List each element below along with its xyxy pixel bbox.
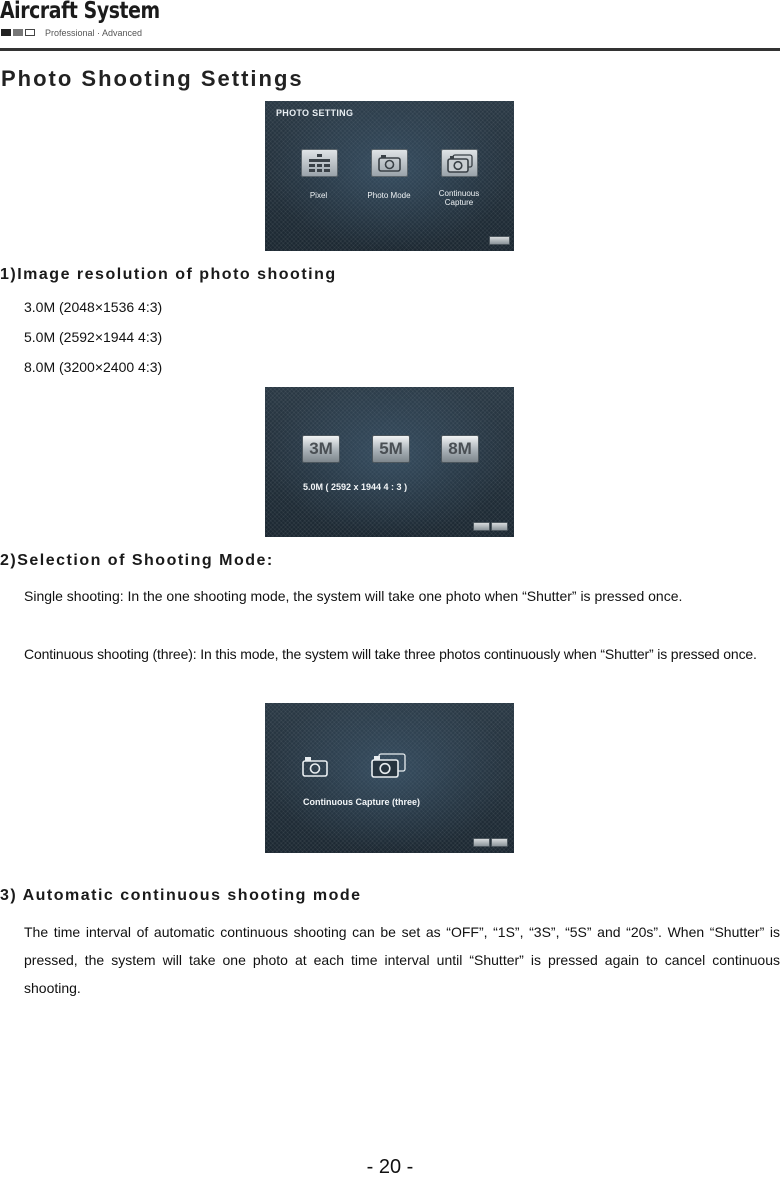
pixel-icon [301,149,338,177]
continuous-shooting-text: Continuous shooting (three): In this mode, the system will take three photos continuously when “Shutter” is pressed once. [24,646,757,662]
section-auto-heading: 3) Automatic continuous shooting mode [0,887,362,904]
res-3m-tile: 3M [302,435,340,463]
brand-name: Aircraft System [0,0,160,24]
resolution-option-5m: 5.0M (2592×1944 4:3) [24,329,163,345]
resolution-screenshot [265,387,514,537]
screen-title: PHOTO SETTING [276,108,354,118]
brand-tagline: Professional · Advanced [45,28,143,38]
single-shooting-text: Single shooting: In the one shooting mode, the system will take one photo when “Shutter” is pressed once. [24,588,683,604]
continuous-camera-icon [369,752,409,785]
page-number: - 20 - [366,1156,414,1178]
screen-back-button-icon [491,838,508,847]
logo-squares-icon [0,29,40,38]
auto-shooting-text: The time interval of automatic continuous shooting can be set as “OFF”, “1S”, “3S”, “5S” and “20s”. When “Shutter” is pressed, the system will take one photo at each time interval until “Shutter” is pressed again to cancel continuous shooting. [24,924,780,996]
resolution-caption: 5.0M ( 2592 x 1944 4 : 3 ) [303,482,408,492]
single-camera-icon [301,755,331,784]
screen-back-button-icon [491,522,508,531]
screen-nav-button-icon [473,522,490,531]
camera-icon [371,149,408,177]
res-5m-tile: 5M [372,435,410,463]
shooting-mode-screenshot [265,703,514,853]
header-divider [0,48,780,51]
section-resolution-heading: 1)Image resolution of photo shooting [0,266,337,283]
screen-back-button-icon [489,236,510,245]
photo-mode-label: Photo Mode [367,191,411,200]
shooting-mode-caption: Continuous Capture (three) [303,797,420,807]
page-title: Photo Shooting Settings [1,66,304,91]
section-mode-heading: 2)Selection of Shooting Mode: [0,552,274,569]
continuous-capture-label: Continuous Capture [438,189,480,207]
pixel-label: Pixel [309,191,328,200]
resolution-option-3m: 3.0M (2048×1536 4:3) [24,299,163,315]
photo-setting-screenshot [265,101,514,251]
multi-camera-icon [441,149,478,177]
screen-nav-button-icon [473,838,490,847]
resolution-option-8m: 8.0M (3200×2400 4:3) [24,359,163,375]
res-8m-tile: 8M [441,435,479,463]
